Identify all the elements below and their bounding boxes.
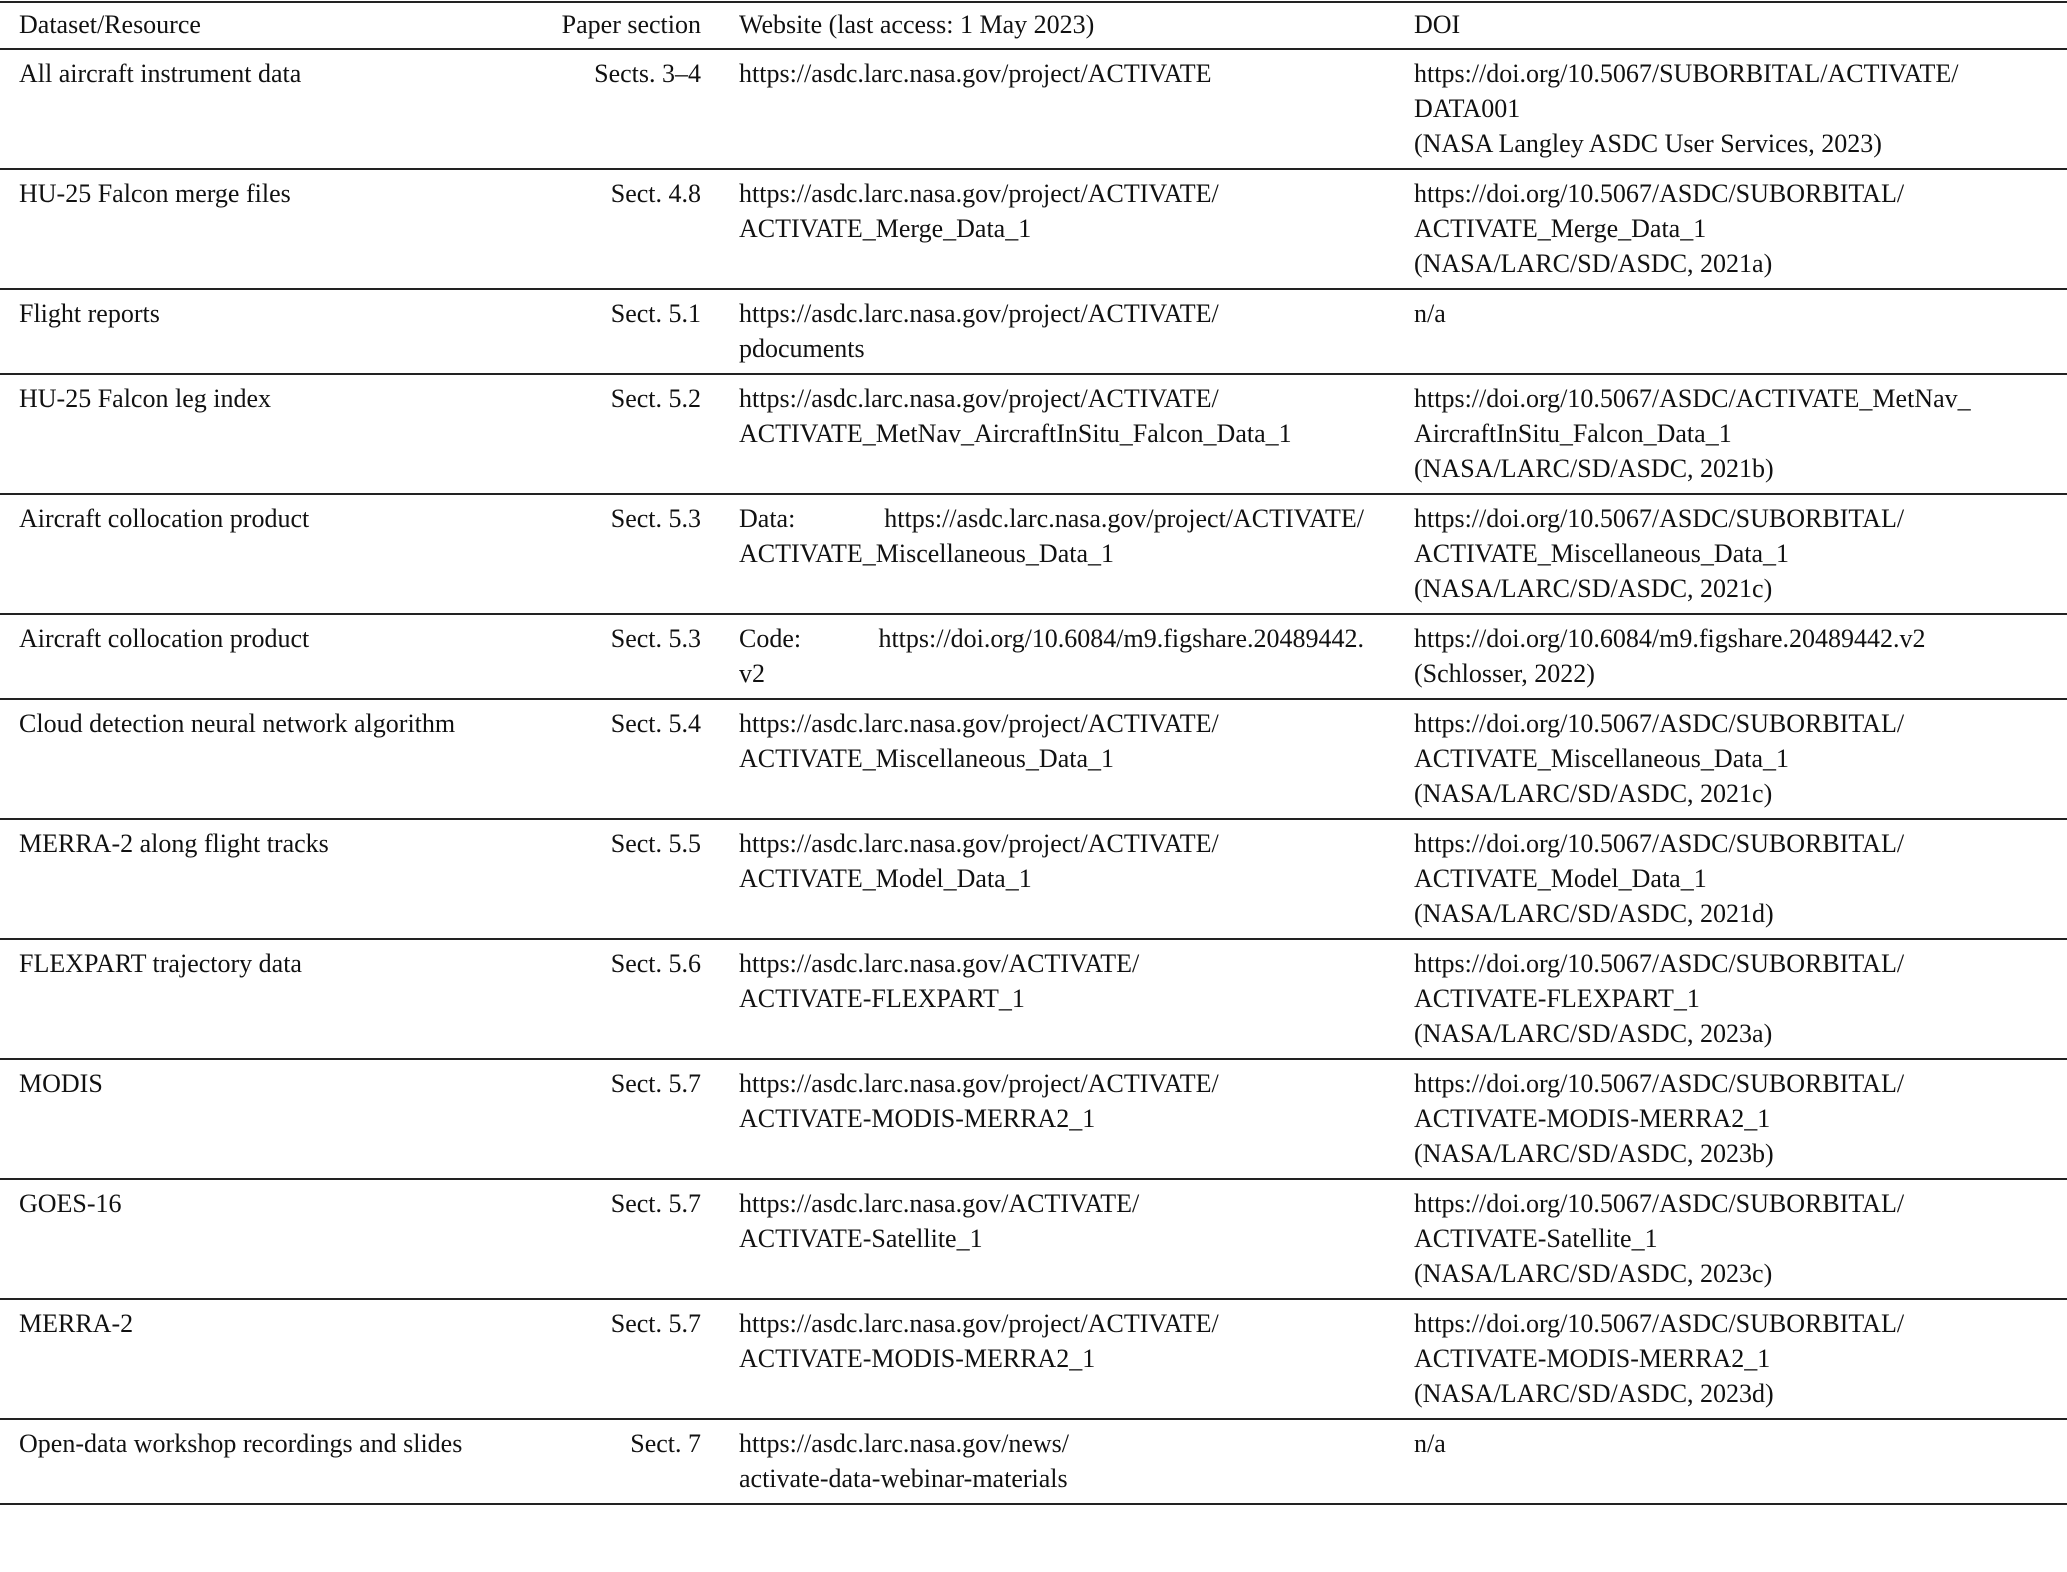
- cell-website: [721, 1179, 1394, 1299]
- table-row: [0, 494, 2067, 614]
- table-row: [0, 819, 2067, 939]
- table-row: [0, 49, 2067, 169]
- table-body: [0, 49, 2067, 1504]
- website-first-line: [739, 621, 1364, 656]
- cell-website: [721, 699, 1394, 819]
- cell-doi: [1394, 699, 2067, 819]
- cell-website: [721, 1419, 1394, 1504]
- cell-section: Sect. 5.3: [610, 504, 701, 533]
- website-link[interactable]: https://asdc.larc.nasa.gov/project/ACTIVATE/: [884, 504, 1364, 533]
- website-line[interactable]: https://asdc.larc.nasa.gov/project/ACTIVATE/: [739, 299, 1219, 328]
- doi-line[interactable]: ACTIVATE_Miscellaneous_Data_1: [1414, 539, 1790, 568]
- table-row: [0, 939, 2067, 1059]
- doi-citation: (NASA/LARC/SD/ASDC, 2021b): [1414, 454, 1774, 483]
- website-line[interactable]: ACTIVATE_Merge_Data_1: [739, 214, 1032, 243]
- doi-line[interactable]: ACTIVATE-MODIS-MERRA2_1: [1414, 1104, 1771, 1133]
- doi-line[interactable]: https://doi.org/10.5067/ASDC/SUBORBITAL/: [1414, 1189, 1905, 1218]
- header-section: Paper section: [561, 10, 701, 39]
- doi-line[interactable]: https://doi.org/10.5067/ASDC/SUBORBITAL/: [1414, 1309, 1905, 1338]
- cell-section: Sect. 5.7: [610, 1309, 701, 1338]
- doi-citation: (NASA/LARC/SD/ASDC, 2023a): [1414, 1019, 1773, 1048]
- cell-section: Sect. 5.3: [610, 624, 701, 653]
- header-dataset: Dataset/Resource: [19, 10, 201, 39]
- doi-citation: (NASA/LARC/SD/ASDC, 2023c): [1414, 1259, 1773, 1288]
- doi-line[interactable]: ACTIVATE_Merge_Data_1: [1414, 214, 1707, 243]
- table-row: [0, 169, 2067, 289]
- doi-line[interactable]: DATA001: [1414, 94, 1521, 123]
- doi-line[interactable]: ACTIVATE-FLEXPART_1: [1414, 984, 1700, 1013]
- doi-line[interactable]: https://doi.org/10.5067/SUBORBITAL/ACTIVATE/: [1414, 59, 1959, 88]
- cell-website: [721, 939, 1394, 1059]
- cell-dataset: HU-25 Falcon merge files: [19, 179, 291, 208]
- website-line[interactable]: v2: [739, 659, 765, 688]
- cell-dataset: Cloud detection neural network algorithm: [19, 709, 456, 738]
- website-line[interactable]: https://asdc.larc.nasa.gov/project/ACTIVATE/: [739, 384, 1219, 413]
- cell-doi: [1394, 374, 2067, 494]
- website-line[interactable]: ACTIVATE_MetNav_AircraftInSitu_Falcon_Data_1: [739, 419, 1292, 448]
- cell-doi: [1394, 169, 2067, 289]
- doi-line[interactable]: https://doi.org/10.5067/ASDC/SUBORBITAL/: [1414, 179, 1905, 208]
- table-row: [0, 614, 2067, 699]
- cell-website: [721, 614, 1394, 699]
- doi-citation: n/a: [1414, 299, 1446, 328]
- table-row: [0, 1419, 2067, 1504]
- cell-website: [721, 49, 1394, 169]
- cell-section: Sect. 5.2: [610, 384, 701, 413]
- table-header-row: [0, 2, 2067, 49]
- cell-website: [721, 289, 1394, 374]
- cell-website: [721, 169, 1394, 289]
- cell-section: Sect. 5.1: [610, 299, 701, 328]
- cell-doi: [1394, 819, 2067, 939]
- cell-section: Sects. 3–4: [594, 59, 701, 88]
- resource-table: [0, 1, 2067, 1505]
- website-line[interactable]: ACTIVATE_Miscellaneous_Data_1: [739, 539, 1115, 568]
- doi-line[interactable]: https://doi.org/10.5067/ASDC/ACTIVATE_MetNav_: [1414, 384, 1971, 413]
- cell-doi: [1394, 1059, 2067, 1179]
- website-line[interactable]: https://asdc.larc.nasa.gov/project/ACTIVATE/: [739, 829, 1219, 858]
- website-line[interactable]: https://asdc.larc.nasa.gov/project/ACTIVATE: [739, 59, 1212, 88]
- cell-dataset: MODIS: [19, 1069, 103, 1098]
- doi-citation: (Schlosser, 2022): [1414, 659, 1595, 688]
- table-row: [0, 1059, 2067, 1179]
- doi-line[interactable]: https://doi.org/10.5067/ASDC/SUBORBITAL/: [1414, 504, 1905, 533]
- doi-line[interactable]: ACTIVATE-MODIS-MERRA2_1: [1414, 1344, 1771, 1373]
- website-line[interactable]: https://asdc.larc.nasa.gov/project/ACTIVATE/: [739, 1309, 1219, 1338]
- website-prefix: Code:: [739, 624, 802, 653]
- doi-citation: (NASA/LARC/SD/ASDC, 2023b): [1414, 1139, 1774, 1168]
- cell-dataset: MERRA-2 along flight tracks: [19, 829, 329, 858]
- cell-section: Sect. 5.7: [610, 1069, 701, 1098]
- cell-dataset: FLEXPART trajectory data: [19, 949, 302, 978]
- cell-dataset: MERRA-2: [19, 1309, 134, 1338]
- website-line[interactable]: https://asdc.larc.nasa.gov/project/ACTIVATE/: [739, 1069, 1219, 1098]
- website-line[interactable]: ACTIVATE-FLEXPART_1: [739, 984, 1025, 1013]
- cell-section: Sect. 5.5: [610, 829, 701, 858]
- cell-website: [721, 1299, 1394, 1419]
- doi-line[interactable]: https://doi.org/10.5067/ASDC/SUBORBITAL/: [1414, 829, 1905, 858]
- cell-website: [721, 374, 1394, 494]
- doi-citation: (NASA/LARC/SD/ASDC, 2023d): [1414, 1379, 1774, 1408]
- website-line[interactable]: https://asdc.larc.nasa.gov/ACTIVATE/: [739, 1189, 1140, 1218]
- website-first-line: [739, 501, 1364, 536]
- table-row: [0, 699, 2067, 819]
- cell-website: [721, 1059, 1394, 1179]
- doi-citation: (NASA Langley ASDC User Services, 2023): [1414, 129, 1882, 158]
- doi-citation: (NASA/LARC/SD/ASDC, 2021c): [1414, 574, 1773, 603]
- cell-doi: [1394, 1299, 2067, 1419]
- cell-doi: [1394, 494, 2067, 614]
- cell-doi: [1394, 1419, 2067, 1504]
- website-line[interactable]: pdocuments: [739, 334, 865, 363]
- doi-line[interactable]: https://doi.org/10.5067/ASDC/SUBORBITAL/: [1414, 949, 1905, 978]
- cell-section: Sect. 5.7: [610, 1189, 701, 1218]
- website-line[interactable]: ACTIVATE_Miscellaneous_Data_1: [739, 744, 1115, 773]
- cell-section: Sect. 7: [630, 1429, 701, 1458]
- cell-dataset: GOES-16: [19, 1189, 122, 1218]
- table-row: [0, 1299, 2067, 1419]
- doi-line[interactable]: ACTIVATE_Model_Data_1: [1414, 864, 1707, 893]
- cell-dataset: Aircraft collocation product: [19, 624, 310, 653]
- cell-section: Sect. 5.6: [610, 949, 701, 978]
- cell-dataset: All aircraft instrument data: [19, 59, 302, 88]
- website-line[interactable]: https://asdc.larc.nasa.gov/news/: [739, 1429, 1069, 1458]
- table-row: [0, 1179, 2067, 1299]
- cell-website: [721, 494, 1394, 614]
- table-row: [0, 289, 2067, 374]
- table-header: [0, 2, 2067, 49]
- doi-citation: n/a: [1414, 1429, 1446, 1458]
- cell-doi: [1394, 49, 2067, 169]
- cell-doi: [1394, 1179, 2067, 1299]
- website-line[interactable]: https://asdc.larc.nasa.gov/ACTIVATE/: [739, 949, 1140, 978]
- cell-doi: [1394, 939, 2067, 1059]
- website-line[interactable]: ACTIVATE_Model_Data_1: [739, 864, 1032, 893]
- doi-citation: (NASA/LARC/SD/ASDC, 2021c): [1414, 779, 1773, 808]
- doi-line[interactable]: https://doi.org/10.6084/m9.figshare.20489442.v2: [1414, 624, 1926, 653]
- website-line[interactable]: https://asdc.larc.nasa.gov/project/ACTIVATE/: [739, 179, 1219, 208]
- doi-line[interactable]: AircraftInSitu_Falcon_Data_1: [1414, 419, 1732, 448]
- website-line[interactable]: activate-data-webinar-materials: [739, 1464, 1068, 1493]
- cell-dataset: Open-data workshop recordings and slides: [19, 1429, 463, 1458]
- doi-line[interactable]: https://doi.org/10.5067/ASDC/SUBORBITAL/: [1414, 1069, 1905, 1098]
- website-link[interactable]: https://doi.org/10.6084/m9.figshare.20489442.: [878, 624, 1364, 653]
- cell-dataset: HU-25 Falcon leg index: [19, 384, 272, 413]
- cell-website: [721, 819, 1394, 939]
- doi-line[interactable]: https://doi.org/10.5067/ASDC/SUBORBITAL/: [1414, 709, 1905, 738]
- website-prefix: Data:: [739, 504, 796, 533]
- doi-citation: (NASA/LARC/SD/ASDC, 2021a): [1414, 249, 1773, 278]
- header-doi: DOI: [1414, 10, 1461, 39]
- doi-citation: (NASA/LARC/SD/ASDC, 2021d): [1414, 899, 1774, 928]
- cell-dataset: Flight reports: [19, 299, 160, 328]
- table-row: [0, 374, 2067, 494]
- cell-section: Sect. 5.4: [610, 709, 701, 738]
- cell-dataset: Aircraft collocation product: [19, 504, 310, 533]
- doi-line[interactable]: ACTIVATE-Satellite_1: [1414, 1224, 1658, 1253]
- cell-doi: [1394, 289, 2067, 374]
- website-line[interactable]: ACTIVATE-MODIS-MERRA2_1: [739, 1104, 1096, 1133]
- website-line[interactable]: ACTIVATE-MODIS-MERRA2_1: [739, 1344, 1096, 1373]
- header-website: Website (last access: 1 May 2023): [739, 10, 1095, 39]
- cell-doi: [1394, 614, 2067, 699]
- website-line[interactable]: https://asdc.larc.nasa.gov/project/ACTIVATE/: [739, 709, 1219, 738]
- website-line[interactable]: ACTIVATE-Satellite_1: [739, 1224, 983, 1253]
- doi-line[interactable]: ACTIVATE_Miscellaneous_Data_1: [1414, 744, 1790, 773]
- cell-section: Sect. 4.8: [610, 179, 701, 208]
